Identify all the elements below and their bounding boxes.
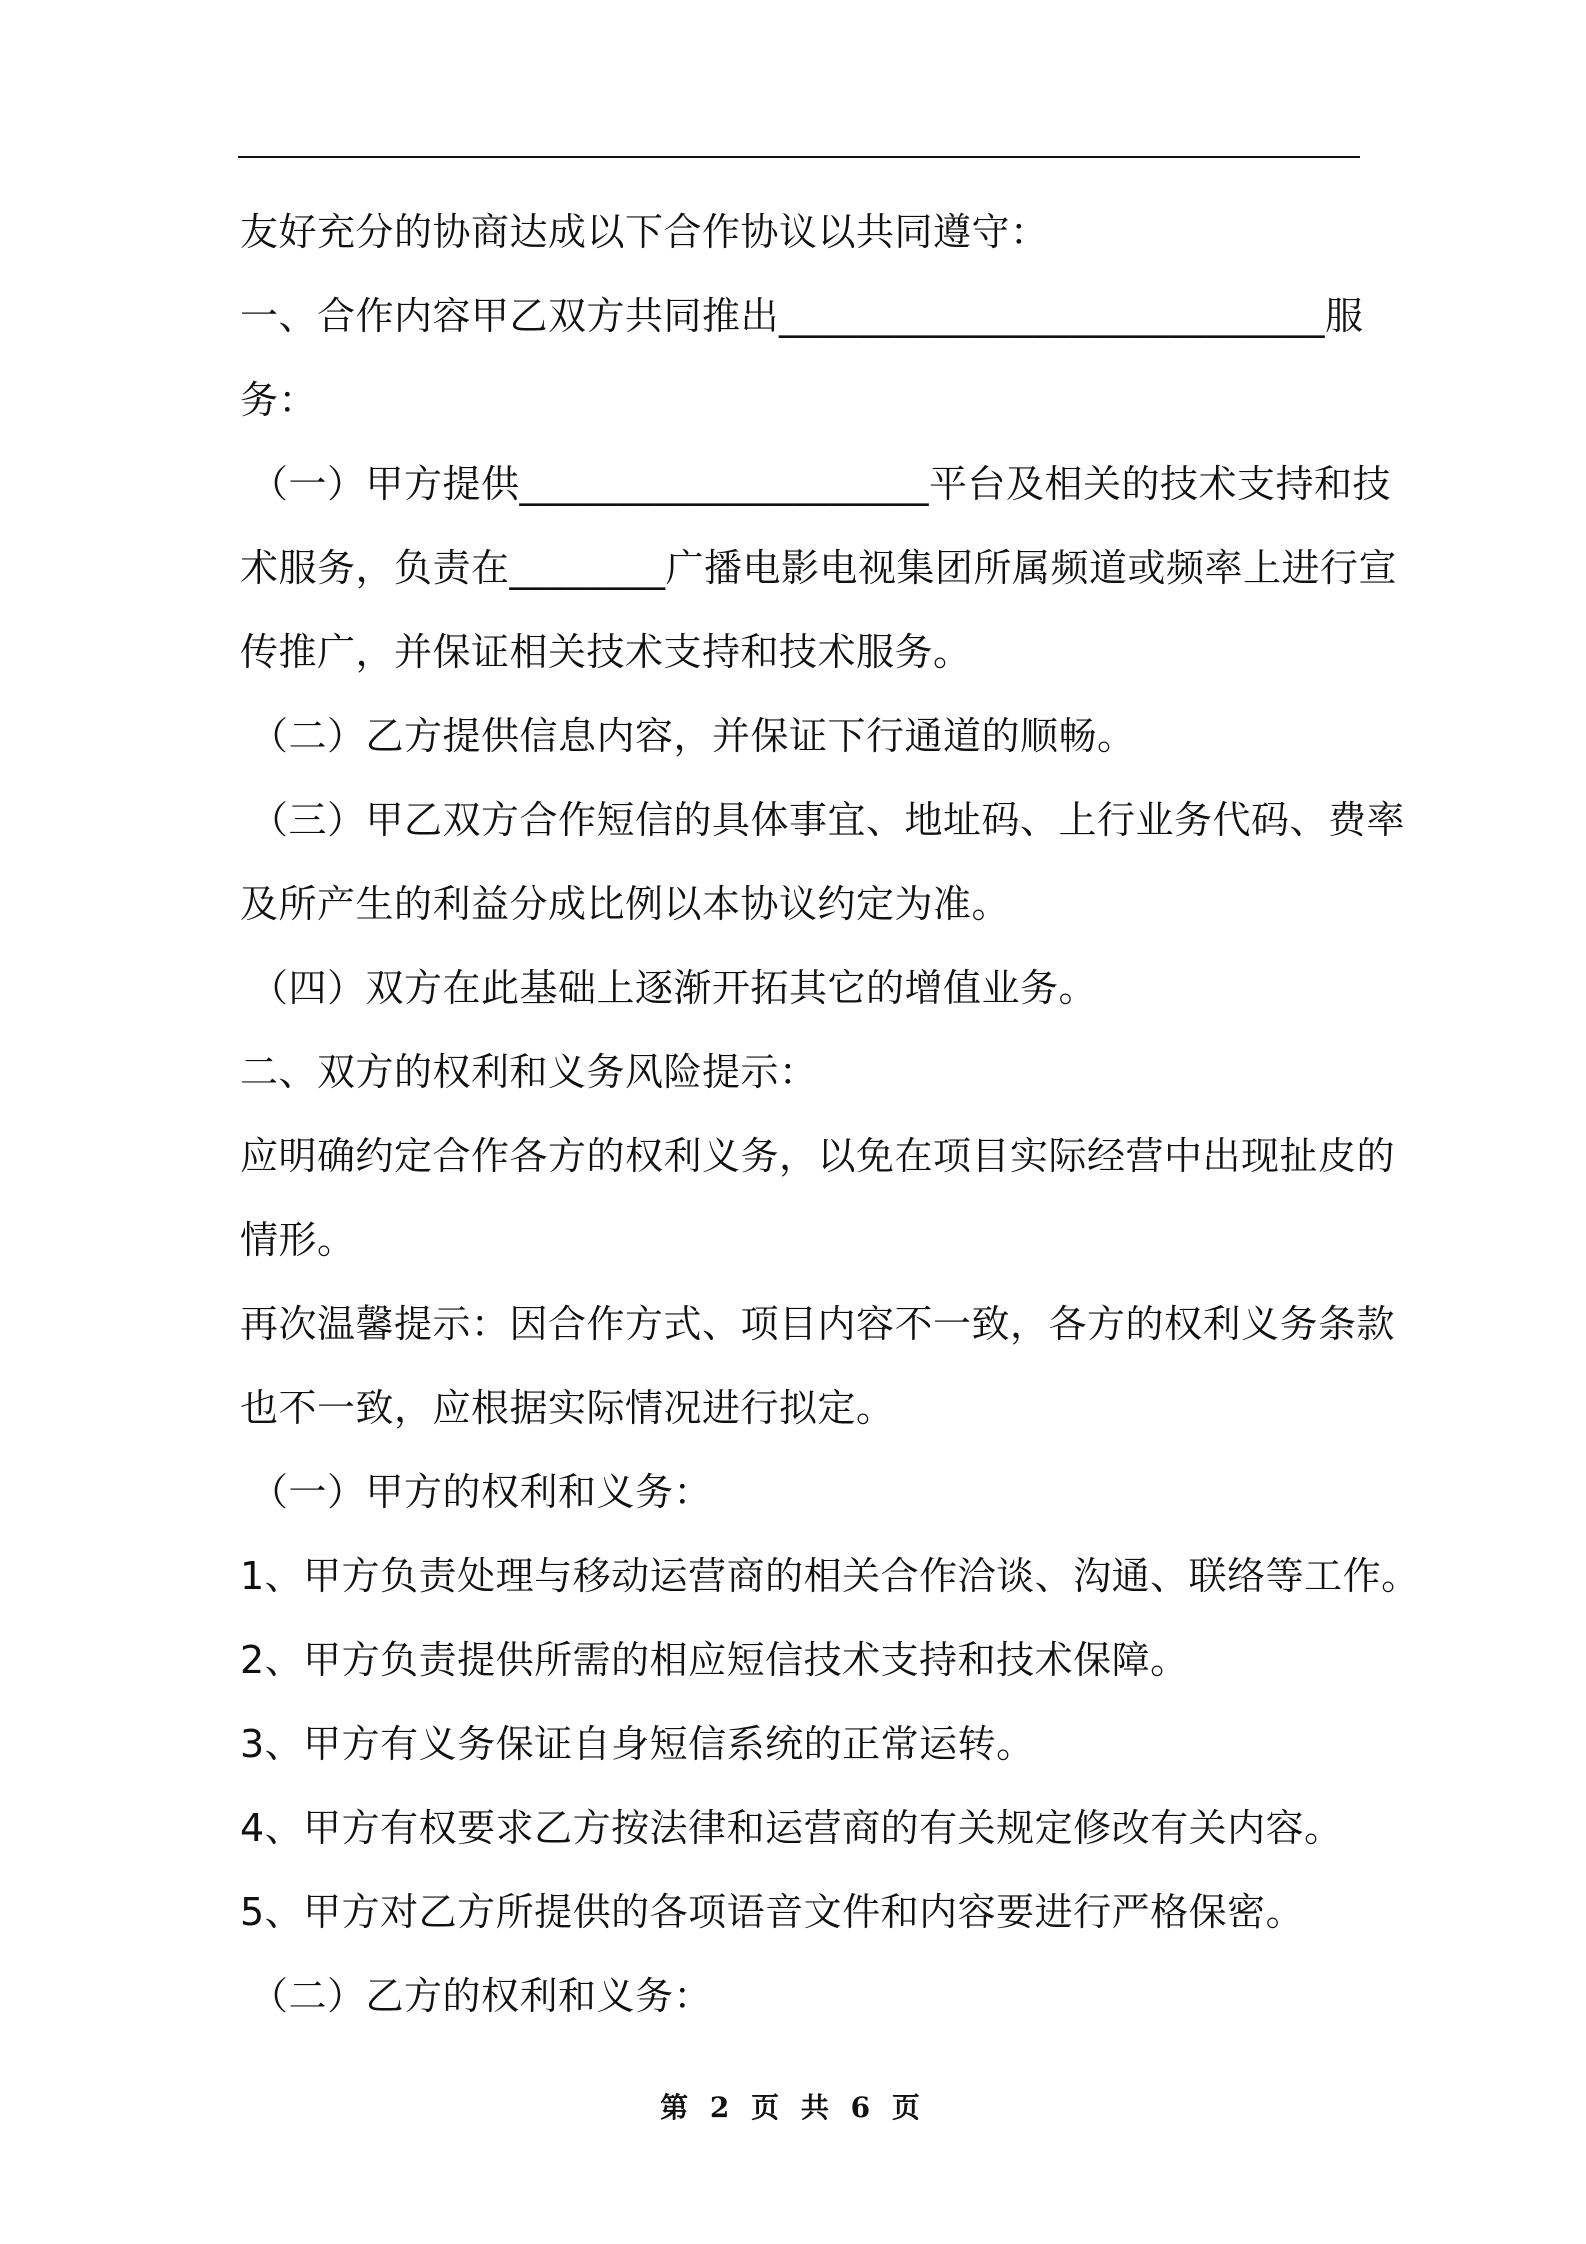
paragraph-line: 情形。 (240, 1218, 356, 1262)
document-body (240, 190, 1420, 2038)
paragraph-line: 也不一致，应根据实际情况进行拟定。 (240, 1386, 895, 1430)
list-item: 3、甲方有义务保证自身短信系统的正常运转。 (240, 1722, 1035, 1766)
clause-1-3: （三）甲乙双方合作短信的具体事宜、地址码、上行业务代码、费率 (250, 798, 1406, 842)
list-item: 5、甲方对乙方所提供的各项语音文件和内容要进行严格保密。 (240, 1890, 1305, 1934)
paragraph-line: 应明确约定合作各方的权利义务，以免在项目实际经营中出现扯皮的 (240, 1134, 1396, 1178)
paragraph-line: 务： (240, 378, 318, 422)
paragraph-line: 传推广，并保证相关技术支持和技术服务。 (240, 630, 972, 674)
list-item: 2、甲方负责提供所需的相应短信技术支持和技术保障。 (240, 1638, 1189, 1682)
clause-1-4: （四）双方在此基础上逐渐开拓其它的增值业务。 (250, 966, 1098, 1010)
paragraph-line: 友好充分的协商达成以下合作协议以共同遵守： (240, 210, 1049, 254)
subheading-party-a: （一）甲方的权利和义务： (250, 1470, 713, 1514)
section-heading-cooperation: 一、合作内容甲乙双方共同推出____________________________服 (240, 294, 1364, 338)
clause-1-1: （一）甲方提供_____________________平台及相关的技术支持和技 (250, 462, 1392, 506)
page-number: 第 2 页 共 6 页 (660, 2091, 926, 2124)
list-item: 1、甲方负责处理与移动运营商的相关合作洽谈、沟通、联络等工作。 (240, 1554, 1420, 1598)
list-item: 4、甲方有权要求乙方按法律和运营商的有关规定修改有关内容。 (240, 1806, 1343, 1850)
header-divider (238, 156, 1360, 158)
subheading-party-b: （二）乙方的权利和义务： (250, 1974, 713, 2018)
paragraph-line: 术服务，负责在________广播电影电视集团所属频道或频率上进行宣 (240, 546, 1398, 590)
paragraph-line: 再次温馨提示：因合作方式、项目内容不一致，各方的权利义务条款 (240, 1302, 1396, 1346)
paragraph-line: 及所产生的利益分成比例以本协议约定为准。 (240, 882, 1011, 926)
clause-1-2: （二）乙方提供信息内容，并保证下行通道的顺畅。 (250, 714, 1136, 758)
section-heading-rights: 二、双方的权利和义务风险提示： (240, 1050, 818, 1094)
